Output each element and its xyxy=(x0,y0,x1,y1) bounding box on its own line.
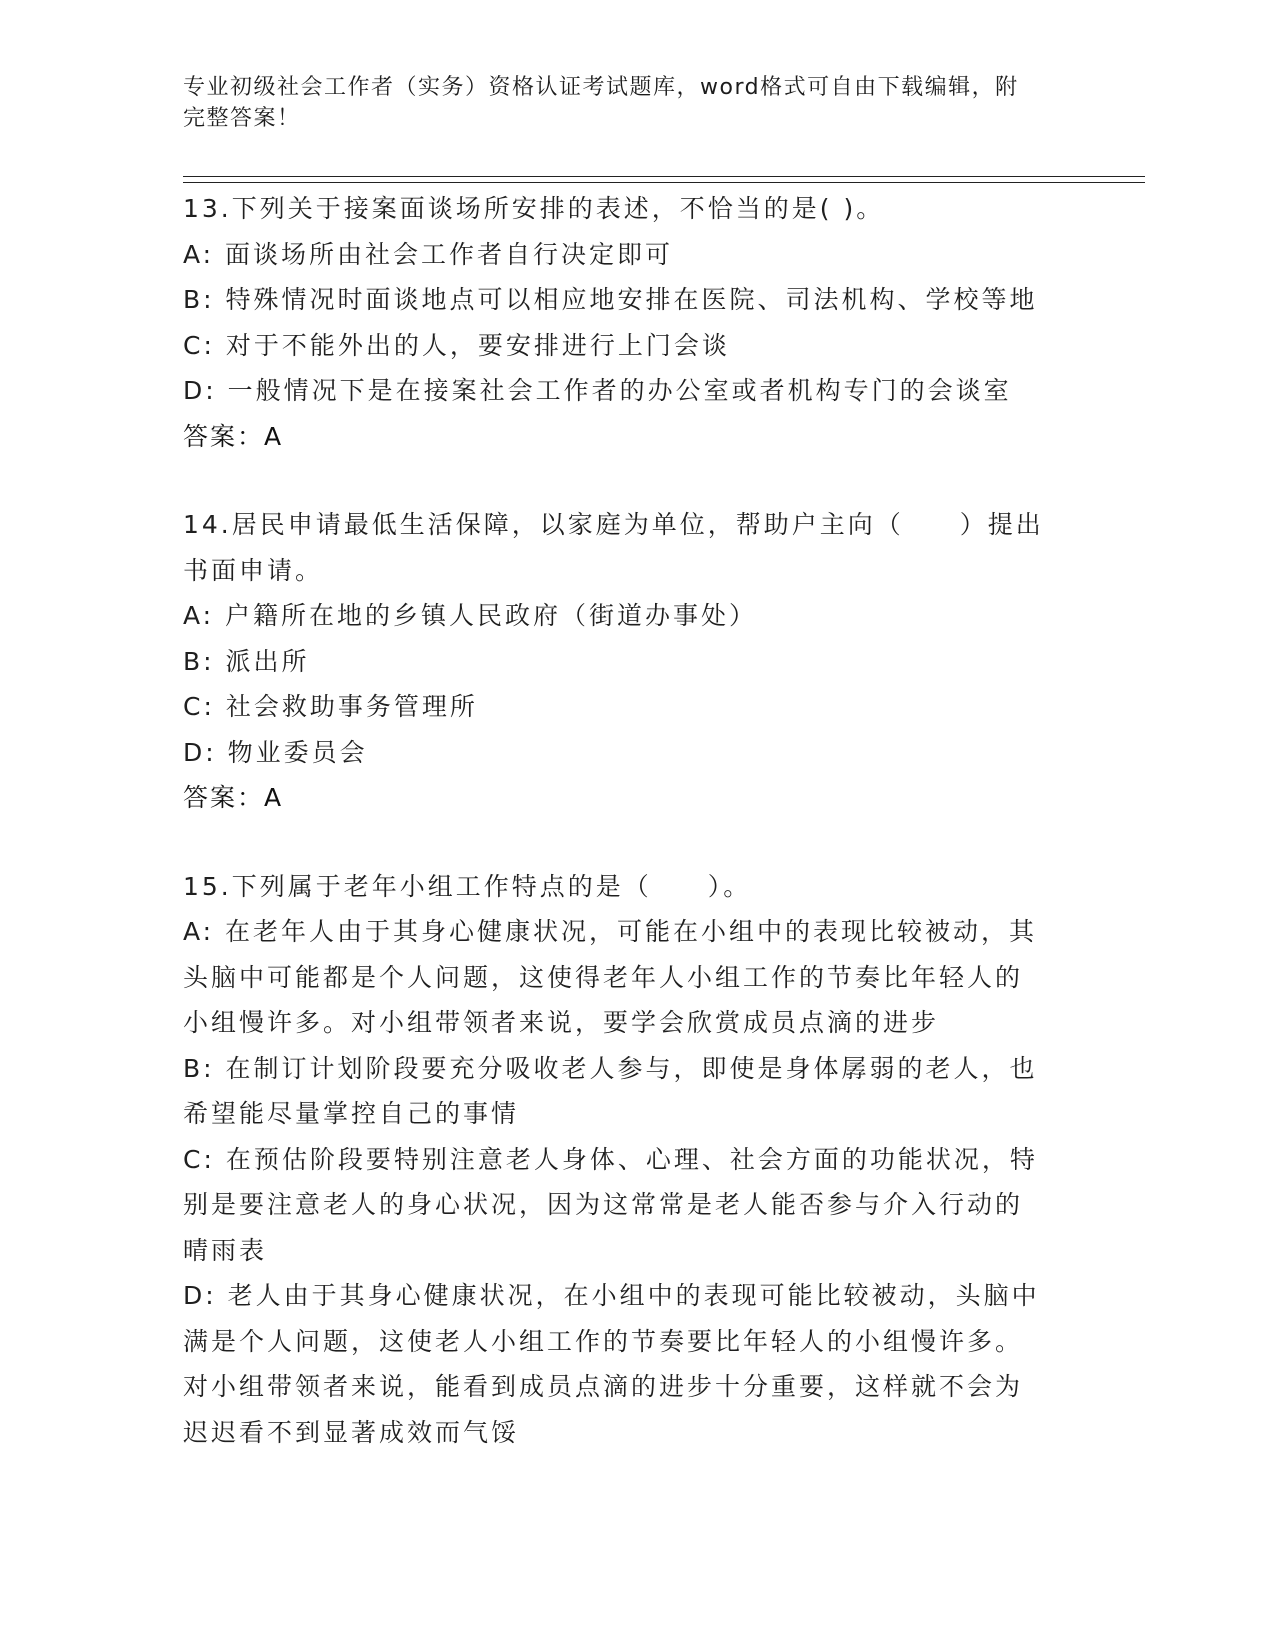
option-d: D: 老人由于其身心健康状况，在小组中的表现可能比较被动，头脑中 xyxy=(183,1281,1040,1310)
question-stem: 15.下列属于老年小组工作特点的是（ ）。 xyxy=(183,871,752,901)
option-a: A: 在老年人由于其身心健康状况，可能在小组中的表现比较被动，其 xyxy=(183,917,1038,946)
option-c: C: 对于不能外出的人，要安排进行上门会谈 xyxy=(183,330,730,360)
header-divider xyxy=(183,176,1145,177)
option-a: 头脑中可能都是个人问题，这使得老年人小组工作的节奏比年轻人的 xyxy=(183,962,1024,992)
header-line: 完整答案！ xyxy=(183,106,301,131)
option-b: B: 特殊情况时面谈地点可以相应地安排在医院、司法机构、学校等地 xyxy=(183,285,1038,314)
document-header xyxy=(183,72,1063,134)
option-b: 希望能尽量掌控自己的事情 xyxy=(183,1099,520,1128)
question-list xyxy=(183,186,1073,1455)
question-block xyxy=(183,502,1073,821)
question-block xyxy=(183,864,1073,1456)
option-b: B: 派出所 xyxy=(183,646,310,676)
question-spacer xyxy=(183,821,1073,864)
question-stem: 书面申请。 xyxy=(183,555,324,585)
option-d: 迟迟看不到显著成效而气馁 xyxy=(183,1417,520,1447)
header-divider xyxy=(183,182,1145,183)
answer-line: 答案：A xyxy=(183,783,284,812)
option-c: C: 社会救助事务管理所 xyxy=(183,692,478,721)
question-stem: 13.下列关于接案面谈场所安排的表述，不恰当的是( )。 xyxy=(183,194,885,223)
option-a: 小组慢许多。对小组带领者来说，要学会欣赏成员点滴的进步 xyxy=(183,1008,940,1037)
answer-line: 答案：A xyxy=(183,421,284,451)
option-c: 晴雨表 xyxy=(183,1235,268,1265)
option-a: A: 户籍所在地的乡镇人民政府（街道办事处） xyxy=(183,601,758,630)
option-c: C: 在预估阶段要特别注意老人身体、心理、社会方面的功能状况，特 xyxy=(183,1144,1038,1174)
option-a: A: 面谈场所由社会工作者自行决定即可 xyxy=(183,239,674,269)
option-c: 别是要注意老人的身心状况，因为这常常是老人能否参与介入行动的 xyxy=(183,1190,1024,1219)
option-d: 满是个人问题，这使老人小组工作的节奏要比年轻人的小组慢许多。 xyxy=(183,1326,1024,1356)
option-d: 对小组带领者来说，能看到成员点滴的进步十分重要，这样就不会为 xyxy=(183,1372,1024,1401)
option-d: D: 一般情况下是在接案社会工作者的办公室或者机构专门的会谈室 xyxy=(183,376,1012,405)
question-stem: 14.居民申请最低生活保障，以家庭为单位，帮助户主向（ ）提出 xyxy=(183,510,1044,539)
option-b: B: 在制订计划阶段要充分吸收老人参与，即使是身体孱弱的老人，也 xyxy=(183,1053,1038,1083)
option-d: D: 物业委员会 xyxy=(183,737,368,767)
question-block xyxy=(183,186,1073,459)
header-line: 专业初级社会工作者（实务）资格认证考试题库，word格式可自由下载编辑，附 xyxy=(183,75,1019,100)
question-spacer xyxy=(183,459,1073,502)
